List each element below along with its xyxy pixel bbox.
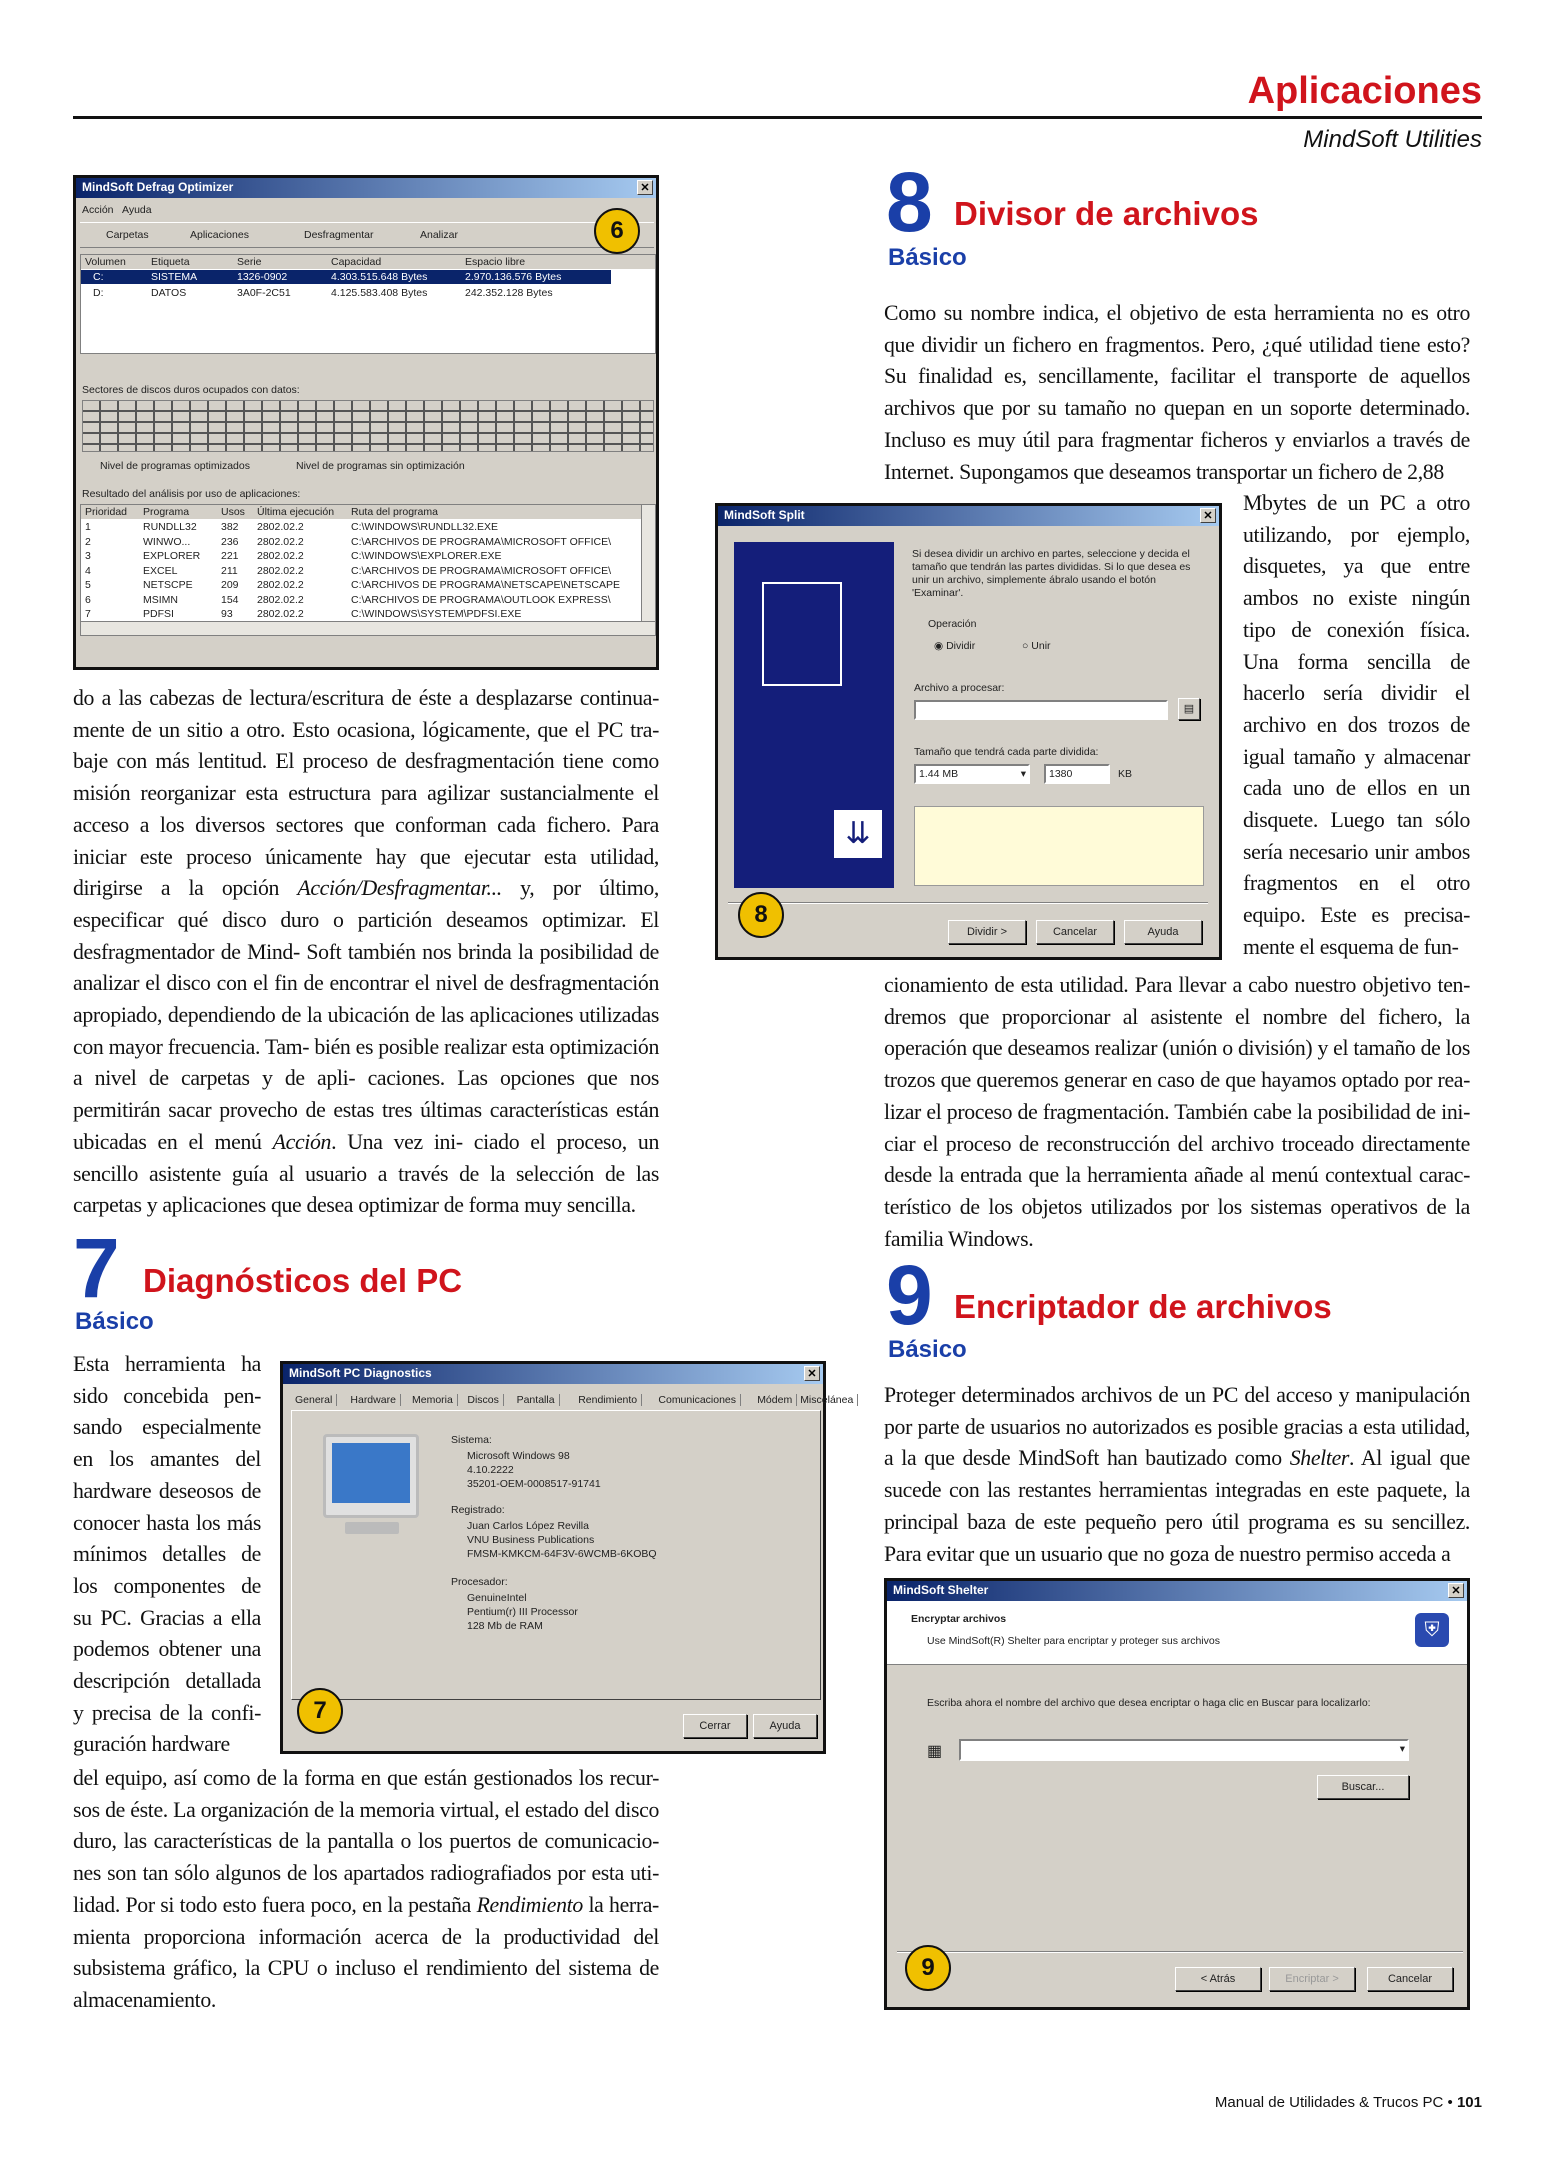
help-button[interactable]: Ayuda [753, 1714, 817, 1738]
table-row[interactable]: 2 [85, 535, 91, 548]
volume-cell: 4.125.583.408 Bytes [331, 287, 428, 299]
table-cell: 211 [221, 564, 238, 577]
shelter-logo-icon: ⛨ [1415, 1613, 1449, 1647]
table-row[interactable]: 3 [85, 550, 91, 562]
window-title: MindSoft Split [724, 508, 805, 522]
screenshot-diagnostics [280, 1361, 854, 1754]
horizontal-scrollbar[interactable] [81, 621, 655, 635]
table-cell: 221 [221, 550, 239, 562]
system-line: 35201-OEM-0008517-91741 [467, 1478, 601, 1490]
registered-line: FMSM-KMKCM-64F3V-6WCMB-6KOBQ [467, 1548, 657, 1560]
table-row[interactable]: 4 [85, 564, 91, 577]
wizard-header [887, 1601, 1467, 1665]
table-cell: 2802.02.2 [257, 564, 304, 577]
table-cell: 2802.02.2 [257, 550, 304, 562]
level-label-8: Básico [888, 244, 967, 271]
sector-map [82, 400, 654, 452]
table-cell: EXCEL [143, 564, 178, 577]
wizard-subheading: Use MindSoft(R) Shelter para encriptar y proteger sus archivos [927, 1635, 1220, 1647]
table-cell: EXPLORER [143, 550, 201, 562]
table-cell: 2802.02.2 [257, 608, 304, 620]
table-cell: 382 [221, 521, 239, 533]
registered-line: VNU Business Publications [467, 1534, 595, 1546]
encrypt-button[interactable]: Encriptar > [1269, 1967, 1355, 1991]
section-title-9: Encriptador de archivos [954, 1288, 1332, 1325]
size-label: Tamaño que tendrá cada parte dividida: [914, 746, 1099, 758]
browse-button[interactable]: Buscar... [1317, 1775, 1409, 1799]
divide-button[interactable]: Dividir > [948, 920, 1026, 944]
screenshot-defrag [73, 175, 659, 670]
shelter-paragraph: Proteger determinados archivos de un PC del acceso y manipulación por parte de usuarios no autorizados es posible gracias a esta utilidad, a la que desde MindSoft han bautizado como Shelter. Al igual que sucede con las restantes herramientas integradas en este paquete, la principal baza de este pequeño pero útil programa es su sencillez. Para evitar que un usuario que no goza de nuestro permiso acceda a [884, 1383, 1471, 1566]
back-button[interactable]: < Atrás [1175, 1967, 1261, 1991]
col-free[interactable]: Espacio libre [465, 256, 526, 268]
browse-icon[interactable]: ▤ [1178, 698, 1200, 720]
split-paragraph-top: Como su nombre indica, el objetivo de esta herramienta no es otro que dividir un fichero en fragmentos. Pero, ¿qué utilidad tiene esto? Su finalidad es, sencillamente, facilitar el transporte de aquellos archivos que por su tamaño no quepan en un soporte determinado. Incluso es muy útil para fragmentar ficheros y enviarlos a través de Internet. Supongamos que deseamos transportar un fichero de 2,88 [884, 301, 1470, 484]
analyze-button[interactable]: Analizar [420, 229, 458, 241]
diagnostics-body: del equipo, así como de la forma en que están gestionados los recur- sos de éste. La organización de la memoria virtual, el estado del disco duro, las características de la pantalla o los puertos de comunicacio- nes son tan sólo algunos de los apartados radiografiados por esta uti- lidad. Por si todo esto fuera poco, en la pestaña Rendimiento la herra- mienta proporciona información acerca de la productividad del subsistema gráfico, la CPU o incluso el rendimiento del sistema de almacenamiento. [73, 1766, 659, 2012]
col-last-run[interactable]: Última ejecución [257, 506, 335, 518]
volume-list [80, 254, 656, 354]
level-label-9: Básico [888, 1336, 967, 1363]
defrag-button[interactable]: Desfragmentar [304, 229, 374, 241]
section-title: Aplicaciones [1247, 70, 1482, 112]
window-title: MindSoft Shelter [893, 1583, 989, 1597]
table-cell: C:\WINDOWS\RUNDLL32.EXE [351, 521, 499, 533]
table-cell: 93 [221, 608, 233, 620]
volume-cell: 242.352.128 Bytes [465, 287, 553, 299]
radio-join[interactable]: ○ Unir [1022, 640, 1051, 652]
app-list [80, 504, 656, 636]
level-label-7: Básico [75, 1308, 154, 1335]
close-icon[interactable]: ✕ [1200, 508, 1216, 523]
col-uses[interactable]: Usos [221, 506, 245, 518]
window-titlebar [718, 506, 1219, 526]
legend-optimized: Nivel de programas optimizados [100, 460, 250, 472]
table-cell: 2802.02.2 [257, 535, 304, 548]
radio-divide[interactable]: ◉ Dividir [934, 640, 976, 652]
button-separator [897, 1951, 1463, 1953]
col-program[interactable]: Programa [143, 506, 190, 518]
figure-badge-8: 8 [738, 892, 784, 938]
col-label[interactable]: Etiqueta [151, 256, 190, 268]
table-cell: C:\ARCHIVOS DE PROGRAMA\OUTLOOK EXPRESS\ [351, 593, 611, 606]
tab-0[interactable]: General [291, 1394, 337, 1406]
window-title: MindSoft Defrag Optimizer [82, 180, 234, 194]
status-area [914, 806, 1204, 886]
system-line: Microsoft Windows 98 [467, 1450, 570, 1462]
system-line: 4.10.2222 [467, 1464, 514, 1476]
col-capacity[interactable]: Capacidad [331, 256, 382, 268]
registered-line: Juan Carlos López Revilla [467, 1520, 589, 1532]
defrag-paragraph: do a las cabezas de lectura/escritura de éste a desplazarse continua- mente de un sitio a otro. Esto ocasiona, lógicamente, que el PC tra- baje con más lentitud. El proceso de desfragmentación tiene como misión reorganizar esta estructura para agilizar sustancialmente el acceso a los diversos sectores que conforman cada fichero. Para iniciar este proceso únicamente hay que ejecutar esta utilidad, dirigirse a la opción Acción/Desfragmentar... y, por último, especificar qué disco duro o partición deseamos optimizar. El desfragmentador de Mind- Soft también nos brinda la posibilidad de analizar el disco con el fin de encontrar el nivel de desfragmentación apropiado, dependiendo de la ubicación de las aplicaciones utilizadas con mayor frecuencia. Tam- bién es posible realizar esta optimización a nivel de carpetas y de apli- caciones. Las opciones que nos permitirán sacar provecho de estas tres últimas características están ubicadas en el menú Acción. Una vez ini- ciado el proceso, un sencillo asistente guía al usuario a través de la selección de las carpetas y aplicaciones que desea optimizar de forma muy sencilla. [73, 686, 660, 1218]
window-titlebar [283, 1364, 823, 1384]
operation-label: Operación [928, 618, 977, 630]
table-row[interactable]: 7 [85, 608, 91, 620]
wizard-heading: Encryptar archivos [911, 1613, 1007, 1625]
table-cell: 236 [221, 535, 239, 548]
close-icon[interactable]: ✕ [637, 180, 653, 195]
table-cell: C:\ARCHIVOS DE PROGRAMA\NETSCAPE\NETSCAPE [351, 579, 620, 591]
button-separator [728, 902, 1208, 904]
registered-label: Registrado: [451, 1504, 505, 1516]
screenshot-shelter [884, 1578, 1470, 2010]
split-paragraph-bottom: cionamiento de esta utilidad. Para llevar a cabo nuestro objetivo ten- dremos que proporcionar al asistente el nombre del fichero, la operación que deseamos realizar (unión o división) y el tamaño de los trozos que queremos generar en caso de que hayamos optado por rea- lizar el proceso de fragmentación. También cabe la posibilidad de ini- ciar el proceso de reconstrucción del archivo troceado directamente desde la entrada que la herramienta añade al menú contextual carac- terístico de los objetos utilizados por los sistemas operativos de la familia Windows. [884, 973, 1470, 1251]
table-row[interactable]: 1 [85, 521, 91, 533]
system-label: Sistema: [451, 1434, 492, 1446]
table-cell: PDFSI [143, 608, 174, 620]
volume-cell: DATOS [151, 287, 187, 299]
section-number-8: 8 [886, 155, 933, 249]
volume-cell: C: [93, 271, 104, 283]
close-icon[interactable]: ✕ [1448, 1583, 1464, 1598]
table-cell: 2802.02.2 [257, 579, 304, 591]
table-cell: MSIMN [143, 593, 178, 606]
split-description: Si desea dividir un archivo en partes, seleccione y decida el tamaño que tendrán las partes divididas. Si lo que desea es unir un archivo, simplemente ábralo usando el botón 'Examinar'. [912, 548, 1191, 599]
window-titlebar [887, 1581, 1467, 1601]
table-cell: 2802.02.2 [257, 593, 304, 606]
file-combo[interactable] [959, 1739, 1409, 1761]
screenshot-split [715, 503, 1222, 960]
tab-3[interactable]: Discos [463, 1394, 504, 1406]
header-rule [73, 116, 1482, 119]
close-icon[interactable]: ✕ [804, 1366, 820, 1381]
col-serial[interactable]: Serie [237, 256, 262, 268]
window-title: MindSoft PC Diagnostics [289, 1366, 432, 1380]
kb-unit: KB [1118, 768, 1133, 780]
folders-button[interactable]: Carpetas [106, 229, 149, 241]
section-title-7: Diagnósticos del PC [143, 1262, 463, 1299]
tab-2[interactable]: Memoria [408, 1394, 458, 1406]
table-row[interactable]: 5 [85, 579, 91, 591]
split-icon: ⇊ [834, 810, 882, 858]
page-number: 101 [1456, 2094, 1482, 2111]
document-icon [762, 582, 842, 686]
help-button[interactable]: Ayuda [1124, 920, 1202, 944]
window-titlebar [76, 178, 656, 198]
figure-badge-9: 9 [905, 1945, 951, 1991]
monitor-icon [323, 1434, 419, 1518]
table-cell: C:\ARCHIVOS DE PROGRAMA\MICROSOFT OFFICE\ [351, 535, 611, 548]
table-row[interactable]: 6 [85, 593, 91, 606]
table-cell: 154 [221, 593, 239, 606]
section-number-7: 7 [73, 1221, 120, 1315]
tab-1[interactable]: Hardware [346, 1394, 401, 1406]
volume-cell: 3A0F-2C51 [237, 287, 291, 299]
split-paragraph-side: Mbytes de un PC a otro utilizando, por ejemplo, disquetes, ya que entre ambos no existe ningún tipo de conexión física. Una forma sencilla de hacerlo sería dividir el archivo en dos trozos de igual tamaño y almacenar cada uno de ellos en un disquete. Luego tan sólo sería necesario unir ambos fragmentos en el otro equipo. Este es precisa- mente el esquema de fun- [1243, 491, 1470, 959]
cpu-line: 128 Mb de RAM [467, 1620, 543, 1632]
table-cell: C:\WINDOWS\SYSTEM\PDFSI.EXE [351, 608, 522, 620]
section-number-9: 9 [886, 1248, 933, 1342]
volume-cell[interactable]: D: [93, 287, 104, 299]
file-list-icon: ▦ [927, 1743, 943, 1760]
chevron-down-icon[interactable]: ▾ [1020, 768, 1026, 780]
tab-5[interactable]: Rendimiento [574, 1394, 642, 1406]
close-button[interactable]: Cerrar [683, 1714, 747, 1738]
page-footer [1215, 2094, 1482, 2111]
volume-cell: 4.303.515.648 Bytes [331, 271, 428, 283]
menu-ayuda[interactable]: Ayuda [122, 204, 152, 216]
figure-badge-6: 6 [594, 208, 640, 254]
sectors-label: Sectores de discos duros ocupados con datos: [82, 384, 300, 396]
file-prompt: Escriba ahora el nombre del archivo que desea encriptar o haga clic en Buscar para localizarlo: [927, 1697, 1371, 1709]
toolbar [80, 222, 654, 248]
chevron-down-icon[interactable]: ▾ [1399, 1743, 1405, 1755]
tab-6[interactable]: Comunicaciones [654, 1394, 741, 1406]
tab-4[interactable]: Pantalla [513, 1394, 560, 1406]
table-cell: RUNDLL32 [143, 521, 197, 533]
table-cell: NETSCPE [143, 579, 193, 591]
cpu-line: Pentium(r) III Processor [467, 1606, 578, 1618]
volume-cell: 1326-0902 [237, 271, 288, 283]
cancel-button[interactable]: Cancelar [1036, 920, 1114, 944]
diagnostics-intro: Esta herramienta ha sido concebida pen- sando especialmente en los amantes del hardware deseosos de conocer hasta los más mínimos detalles de los componentes de su PC. Gracias a ella podemos obtener una descripción detallada y precisa de la confi- guración hardware [73, 1352, 261, 1757]
size-select[interactable]: 1.44 MB ▾ [914, 764, 1030, 784]
cpu-line: GenuineIntel [467, 1592, 527, 1604]
table-cell: C:\ARCHIVOS DE PROGRAMA\MICROSOFT OFFICE\ [351, 564, 611, 577]
table-cell: WINWO... [143, 535, 191, 548]
cpu-label: Procesador: [451, 1576, 508, 1588]
section-title-8: Divisor de archivos [954, 195, 1259, 232]
tab-strip [291, 1392, 854, 1410]
cancel-button[interactable]: Cancelar [1367, 1967, 1453, 1991]
table-cell: C:\WINDOWS\EXPLORER.EXE [351, 550, 502, 562]
apps-button[interactable]: Aplicaciones [190, 229, 249, 241]
file-input[interactable] [914, 700, 1168, 720]
vertical-scrollbar[interactable] [641, 505, 655, 623]
section-subtitle: MindSoft Utilities [1303, 126, 1482, 153]
file-label: Archivo a procesar: [914, 682, 1005, 694]
footer-text: Manual de Utilidades & Trucos PC • [1214, 2094, 1453, 2111]
monitor-base [345, 1522, 399, 1534]
volume-cell: 2.970.136.576 Bytes [465, 271, 562, 283]
volume-cell: SISTEMA [151, 271, 198, 283]
tab-7[interactable]: Módem [753, 1394, 797, 1406]
menu-accion[interactable]: Acción [82, 204, 114, 216]
legend-unoptimized: Nivel de programas sin optimización [296, 460, 465, 472]
figure-badge-7: 7 [297, 1688, 343, 1734]
kb-input[interactable]: 1380 [1044, 764, 1110, 784]
col-path[interactable]: Ruta del programa [351, 506, 438, 518]
wizard-side-panel [734, 542, 894, 888]
col-priority[interactable]: Prioridad [85, 506, 128, 518]
table-cell: 2802.02.2 [257, 521, 304, 533]
results-label: Resultado del análisis por uso de aplicaciones: [82, 488, 301, 500]
table-cell: 209 [221, 579, 239, 591]
col-volume[interactable]: Volumen [85, 256, 126, 268]
tab-8[interactable]: Miscelánea [796, 1394, 858, 1406]
